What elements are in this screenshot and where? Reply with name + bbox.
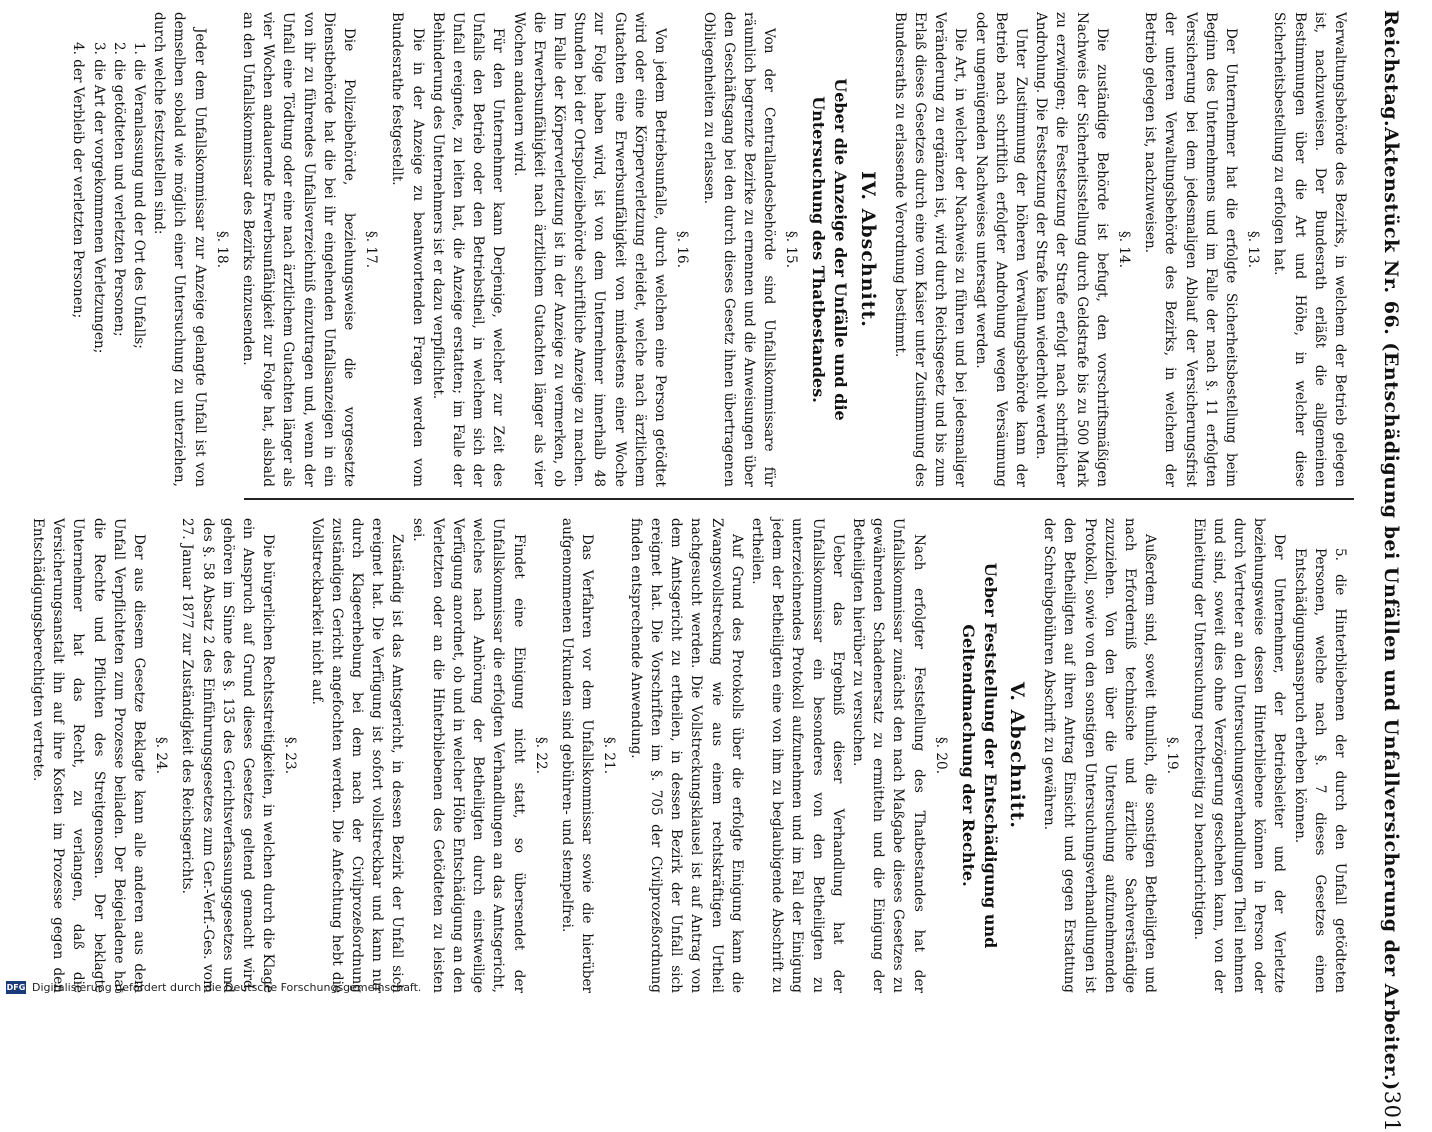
page-header [1364,10,1404,1132]
body-paragraph: Jeder dem Unfallskommissar zur Anzeige gelangte Unfall ist von demselben sobald wie möglich einer Untersuchung zu unterziehen, durch welche festzustellen sind: [151,12,208,487]
body-paragraph: Für den Unternehmer kann Derjenige, welcher zur Zeit des Unfalls den Betrieb oder den Betriebstheil, in welchem sich der Unfall ereignete, zu leiten hat, die Anzeige erstatten; im Falle der Behinderung des Unternehmers ist er dazu verpflichtet. [429,12,507,487]
body-paragraph: Unter Zustimmung der höheren Verwaltungsbehörde kann der Betrieb nach schriftlich erfolgter Androhung wegen Versäumung oder ungenügenden Nachweises untersagt werden. [972,12,1029,487]
left-column [68,12,1350,487]
list-item: 1. die Veranlassung und der Ort des Unfalls; [131,42,148,349]
body-paragraph: Außerdem sind, soweit thunlich, die sonstigen Betheiligten und nach Erforderniß technische und ärztliche Sachverständige zuzuziehen. Von den über die Untersuchung aufzunehmenden Protokoll, sowie von den sonstigen Untersuchungsverhandlungen ist den Betheiligten auf ihren Antrag Einsicht und gegen Erstattung der Schreibgebühren Abschrift zu gewähren. [1041,518,1159,993]
body-paragraph: Die Art, in welcher der Nachweis zu führen und bei jedesmaliger Veränderung zu ergänzen ist, wird durch Reichsgesetz und bis zum Erlaß dieses Gesetzes durch eine vom Kaiser unter Zustimmung des Bundesraths zu erlassende Verordnung bestimmt. [891,12,969,487]
paragraph-number: §. 20. [932,736,949,775]
footer-credit: Digitalisierung gefördert durch die Deutsche Forschungsgemeinschaft. [32,980,422,994]
body-paragraph: Von der Centrallandesbehörde sind Unfallskommissare für räumlich begrenzte Bezirke zu ernennen und die Anweisungen über den Geschäftsgang bei den durch dieses Gesetz ihnen übertragenen Obliegenheiten zu erlassen. [700,12,778,487]
body-paragraph: Der Unternehmer, der Betriebsleiter und der Verletzte beziehungsweise dessen Hinterbliebene können in Person oder durch Vertreter an den Untersuchungsverhandlungen Theil nehmen und sind, soweit dies ohne Verzögerung geschehen kann, von der Einleitung der Untersuchung rechtzeitig zu benachrichtigen. [1190,518,1288,993]
paragraph-number: §. 15. [783,230,800,269]
page-number: 301 [1380,1090,1404,1132]
header-left: Reichstag. [1380,10,1402,128]
paragraph-number: §. 16. [674,230,691,269]
right-column [28,518,1350,993]
paragraph-number: §. 19. [1164,736,1181,775]
list-item: 5. die Hinterbliebenen der durch den Unfall getödteten Personen, welche nach §. 7 dieses Gesetzes einen Entschädigungsanspruch erheben können. [1291,548,1348,993]
paragraph-number: §. 14. [1115,230,1132,269]
body-paragraph: Auf Grund des Protokolls über die erfolgte Einigung kann die Zwangsvollstreckung wie aus einem rechtskräftigen Urtheil nachgesucht werden. Die Vollstreckungsklausel ist auf Antrag von dem Amtsgericht zu ertheilen, in dessen Bezirk der Unfall sich ereignet hat. Die Vorschriften im §. 705 der Civilprozeßordnung finden entsprechende Anwendung. [627,518,745,993]
section-heading: IV. Abschnitt. [856,171,879,328]
list-item: 4. der Verbleib der verletzten Personen; [70,42,87,319]
dfg-logo-icon: DFG [6,982,26,992]
paragraph-number: §. 18. [213,230,230,269]
paragraph-number: §. 23. [282,736,299,775]
paragraph-number: §. 17. [363,230,380,269]
body-paragraph: Zuständig ist das Amtsgericht, in dessen Bezirk der Unfall sich ereignet hat. Die Verfügung ist sofort vollstreckbar und kann nur durch Klageerhebung bei dem nach der Civilprozeßordnung zuständigen Gericht angefochten werden. Die Anfechtung hebt die Vollstreckbarkeit nicht auf. [308,518,406,993]
section-heading: V. Abschnitt. [1005,682,1028,829]
body-paragraph: Von jedem Betriebsunfalle, durch welchen eine Person getödtet wird oder eine Körperverletzung erleidet, welche nach ärztlichem Gutachten eine Erwerbsunfähigkeit von mindestens einer Woche zur Folge haben wird, ist von dem Unternehmer innerhalb 48 Stunden bei der Ortspolizeibehörde schriftliche Anzeige zu machen. Im Falle der Körperverletzung ist in der Anzeige zu vermerken, ob die Erwerbsunfähigkeit nach ärztlichem Gutachten länger als vier Wochen andauern wird. [510,12,669,487]
body-paragraph: Verwaltungsbehörde des Bezirks, in welchem der Betrieb gelegen ist, nachzuweisen. Der Bundesrath erläßt die allgemeinen Bestimmungen über die Art und Höhe, in welcher diese Sicherheitsbestellung zu erfolgen hat. [1271,12,1348,487]
body-paragraph: Die in der Anzeige zu beantwortenden Fragen werden vom Bundesrathe festgestellt. [389,12,426,487]
footer [6,976,421,998]
body-paragraph: Die bürgerlichen Rechtsstreitigkeiten, in welchen durch die Klage ein Anspruch auf Grund dieses Gesetzes geltend gemacht wird, gehören im Sinne des §. 135 des Gerichtsverfassungsgesetzes und des §. 58 Absatz 2 des Einführungsgesetzes zum Ger.-Verf.-Ges. vom 27. Januar 1877 zur Zuständigkeit des Reichsgerichts. [179,518,277,993]
body-paragraph: Findet eine Einigung nicht statt, so übersendet der Unfallskommissar die erfolgten Verhandlungen an das Amtsgericht, welches nach Anhörung der Betheiligten durch einstweilige Verfügung anordnet, ob und in welcher Höhe Entschädigung an den Verletzten oder an die Hinterbliebenen des Getödteten zu leisten sei. [409,518,527,993]
paragraph-number: §. 21. [601,736,618,775]
header-title: Aktenstück Nr. 66. (Entschädigung bei Unfällen und Unfallversicherung der Arbeiter.) [1380,127,1402,1091]
list-item: 3. die Art der vorgekommenen Verletzungen; [90,42,107,354]
body-paragraph: Der Unternehmer hat die erfolgte Sicherheitsbestellung beim Beginn des Unternehmens und im Falle der nach §. 11 erfolgten Versicherung bei dem jedesmaligen Ablauf der Versicherungsfrist der unteren Verwaltungsbehörde des Bezirks, in welchem der Betrieb gelegen ist, nachzuweisen. [1142,12,1239,487]
paragraph-number: §. 22. [532,736,549,775]
body-paragraph: Die zuständige Behörde ist befugt, den vorschriftsmäßigen Nachweis der Sicherheitsstellung durch Geldstrafe bis zu 500 Mark zu erzwingen; die Festsetzung der Strafe erfolgt nach schriftlicher Androhung. Die Festsetzung der Strafe kann wiederholt werden. [1033,12,1110,487]
paragraph-number: §. 24. [153,736,170,775]
column-divider [244,498,1354,500]
body-paragraph: Ueber das Ergebniß dieser Verhandlung hat der Unfallskommissar ein besonderes von den Betheiligten zu unterzeichnendes Protokoll aufzunehmen und im Fall der Einigung jedem der Betheiligten eine von ihm zu beglaubigende Abschrift zu ertheilen. [748,518,846,993]
body-paragraph: Die Polizeibehörde, beziehungsweise die vorgesetzte Dienstbehörde hat die bei ihr eingehenden Unfallsanzeigen in ein von ihr zu führendes Unfallsverzeichniß einzutragen und, wenn der Unfall eine Tödtung oder eine nach ärztlichem Gutachten länger als vier Wochen andauernde Erwerbsunfähigkeit zur Folge hat, alsbald an den Unfallskommissar des Bezirks einzusenden. [240,12,358,487]
list-item: 2. die getödteten und verletzten Personen; [110,42,127,337]
body-paragraph: Der aus diesem Gesetze Beklagte kann alle anderen aus dem Unfall Verpflichteten zum Prozesse beiladen. Der Beigeladene hat die Rechte und Pflichten des Streitgenossen. Der beklagte Unternehmer hat das Recht, zu verlangen, daß die Versicherungsanstalt ihn auf ihre Kosten im Prozesse gegen den Entschädigungsberechtigten vertrete. [30,518,148,993]
body-paragraph: Nach erfolgter Feststellung des Thatbestandes hat der Unfallskommissar zunächst den nach Maßgabe dieses Gesetzes zu gewährenden Schadenersatz zu ermitteln und die Einigung der Betheiligten hierüber zu versuchen. [849,518,927,993]
section-title: Ueber Feststellung der Entschädigung und Geltendmachung der Rechte. [958,562,1000,949]
paragraph-number: §. 13. [1245,230,1262,269]
section-title: Ueber die Anzeige der Unfälle und die Untersuchung des Thatbestandes. [809,78,851,421]
body-paragraph: Das Verfahren vor dem Unfallskommissar sowie die hierüber aufgenommenen Urkunden sind gebühren- und stempelfrei. [559,518,596,993]
